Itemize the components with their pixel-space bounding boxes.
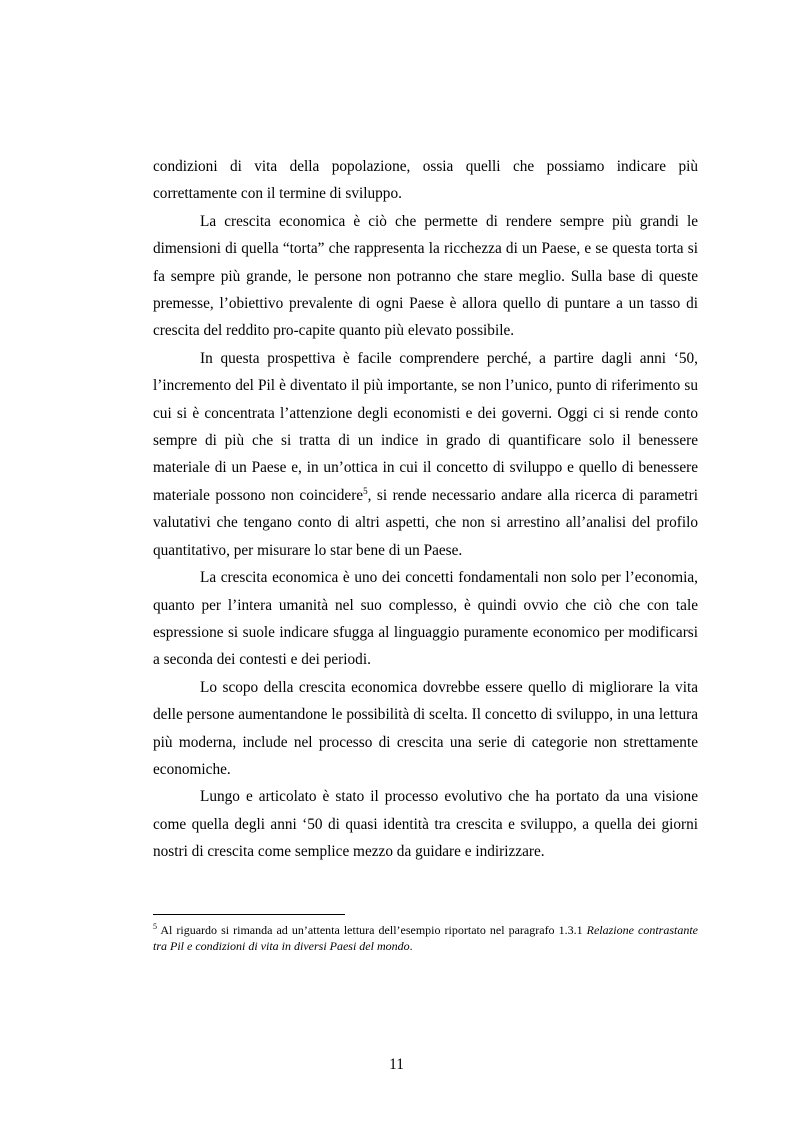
footnote-separator [153,914,345,915]
paragraph-3-before: In questa prospettiva è facile comprendere perché, a partire dagli anni ‘50, l’incremento del Pil è diventato il più importante, se non l’unico, punto di riferimento su cui si è concentrata l’attenzione degli economisti e dei governi. Oggi ci si rende conto sempre di più che si tratta di un indice in grado di quantificare solo il benessere materiale di un Paese e, in un’ottica in cui il concetto di sviluppo e quello di benessere materiale possono non coincidere [153,349,698,504]
footnote [153,922,698,954]
paragraph-4: La crescita economica è uno dei concetti fondamentali non solo per l’economia, quanto per l’intera umanità nel suo complesso, è quindi ovvio che ciò che con tale espressione si suole indicare sfugga al linguaggio puramente economico per modificarsi a seconda dei contesti e dei periodi. [153,569,698,669]
paragraph-3 [153,345,698,564]
paragraph-2: La crescita economica è ciò che permette di rendere sempre più grandi le dimensioni di quella “torta” che rappresenta la ricchezza di un Paese, e se questa torta si fa sempre più grande, le persone non potranno che stare meglio. Sulla base di queste premesse, l’obiettivo prevalente di ogni Paese è allora quello di puntare a un tasso di crescita del reddito pro-capite quanto più elevato possibile. [153,212,698,340]
paragraph-5: Lo scopo della crescita economica dovrebbe essere quello di migliorare la vita delle persone aumentandone le possibilità di scelta. Il concetto di sviluppo, in una lettura più moderna, include nel processo di crescita una serie di categorie non strettamente economiche. [153,678,698,778]
paragraph-1: condizioni di vita della popolazione, ossia quelli che possiamo indicare più correttamente con il termine di sviluppo. [153,158,698,203]
footnote-text: Al riguardo si rimanda ad un’attenta lettura dell’esempio riportato nel paragrafo 1.3.1 [157,923,587,937]
body-text [153,153,698,866]
footnote-reference[interactable]: 5 [363,485,368,496]
footnote-end: . [409,939,413,953]
paragraph-6: Lungo e articolato è stato il processo evolutivo che ha portato da una visione come quella degli anni ‘50 di quasi identità tra crescita e sviluppo, a quella dei giorni nostri di crescita come semplice mezzo da guidare e indirizzare. [153,788,698,861]
paragraph-3-after: , si rende necessario andare alla ricerca di parametri valutativi che tengano conto di altri aspetti, che non si arrestino all’analisi del profilo quantitativo, per misurare lo star bene di un Paese. [153,486,698,559]
footnote-number: 5 [153,922,157,931]
page-number: 11 [389,1056,404,1073]
footnote-italic-title: Relazione contrastante tra Pil e condizioni di vita in diversi Paesi del mondo [153,923,698,953]
